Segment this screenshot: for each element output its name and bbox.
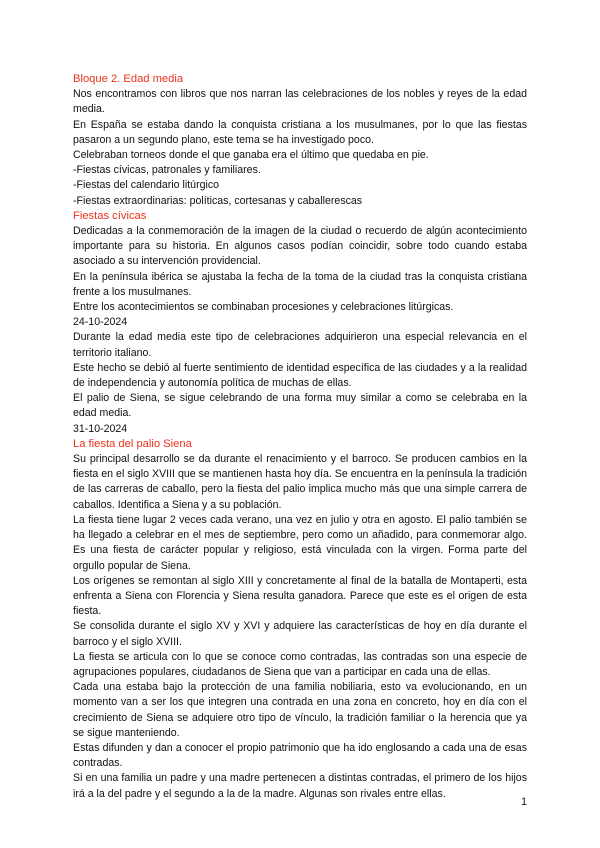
paragraph: Celebraban torneos donde el que ganaba era el último que quedaba en pie. (73, 149, 429, 162)
paragraph: Dedicadas a la conmemoración de la imagen de la ciudad o recuerdo de algún acontecimiento importante para su historia. En algunos casos podían coincidir, sobre todo cuando estaba asociado a su intervención providencial. (73, 225, 527, 268)
paragraph: Se consolida durante el siglo XV y XVI y adquiere las características de hoy en día durante el barroco y el siglo XVIII. (73, 620, 527, 648)
list-item: -Fiestas cívicas, patronales y familiares. (73, 164, 261, 177)
paragraph: Cada una estaba bajo la protección de una familia nobiliaria, esto va evolucionando, en un momento van a ser los que integren una contrada en una zona en concreto, hoy en día con el crecimiento de Siena se adquiere otro tipo de vínculo, la tradición familiar o la herencia que ya se sigue manteniendo. (73, 681, 527, 739)
paragraph: Durante la edad media este tipo de celebraciones adquirieron una especial relevancia en el territorio italiano. (73, 331, 527, 359)
list-item: -Fiestas del calendario litúrgico (73, 179, 220, 192)
page-number: 1 (521, 796, 527, 808)
paragraph: La fiesta se articula con lo que se conoce como contradas, las contradas son una especie de agrupaciones populares, ciudadanos de Siena que van a participar en cada una de ellas. (73, 650, 527, 678)
paragraph: Estas difunden y dan a conocer el propio patrimonio que ha ido englosando a cada una de esas contradas. (73, 741, 527, 770)
paragraph: Nos encontramos con libros que nos narran las celebraciones de los nobles y reyes de la edad media. (73, 88, 527, 116)
paragraph: Este hecho se debió al fuerte sentimiento de identidad específica de las ciudades y a la realidad de independencia y autonomía política de muchas de ellas. (73, 361, 527, 390)
paragraph: En la península ibérica se ajustaba la fecha de la toma de la ciudad tras la conquista cristiana frente a los musulmanes. (73, 270, 527, 298)
section-heading-bloque-2: Bloque 2. Edad media (73, 73, 184, 85)
list-item: -Fiestas extraordinarias: políticas, cortesanas y caballerescas (73, 194, 363, 207)
paragraph: Si en una familia un padre y una madre pertenecen a distintas contradas, el primero de los hijos irá a la del padre y el segundo a la de la madre. Algunas son rivales entre ellas. (73, 772, 527, 800)
date-label: 31-10-2024 (73, 422, 128, 435)
date-label: 24-10-2024 (73, 316, 128, 329)
paragraph: Su principal desarrollo se da durante el renacimiento y el barroco. Se producen cambios en la fiesta en el siglo XVIII que se mantienen hasta hoy día. Se encuentra en la península la tradición de las carreras de caballo, pero la fiesta del palio implica mucho más que una simple carrera de caballos. Identifica a Siena y a su población. (73, 453, 527, 511)
section-heading-fiestas-civicas: Fiestas cívicas (73, 209, 147, 222)
page-content (73, 72, 527, 802)
paragraph: El palio de Siena, se sigue celebrando de una forma muy similar a como se celebraba en la edad media. (73, 392, 527, 420)
paragraph: La fiesta tiene lugar 2 veces cada verano, una vez en julio y otra en agosto. El palio también se ha llegado a celebrar en el mes de septiembre, pero como un añadido, para conmemorar algo. Es una fiesta de carácter popular y religioso, está vinculada con la virgen. Forma parte del orgullo popular de Siena. (73, 513, 527, 572)
paragraph: Entre los acontecimientos se combinaban procesiones y celebraciones litúrgicas. (73, 301, 454, 314)
section-heading-palio-siena: La fiesta del palio Siena (73, 437, 192, 450)
paragraph: Los orígenes se remontan al siglo XIII y concretamente al final de la batalla de Montaperti, esta enfrenta a Siena con Florencia y Siena resulta ganadora. Parece que este es el origen de esta fiesta. (73, 574, 527, 618)
paragraph: En España se estaba dando la conquista cristiana a los musulmanes, por lo que las fiestas pasaron a un segundo plano, este tema se ha investigado poco. (73, 118, 527, 146)
